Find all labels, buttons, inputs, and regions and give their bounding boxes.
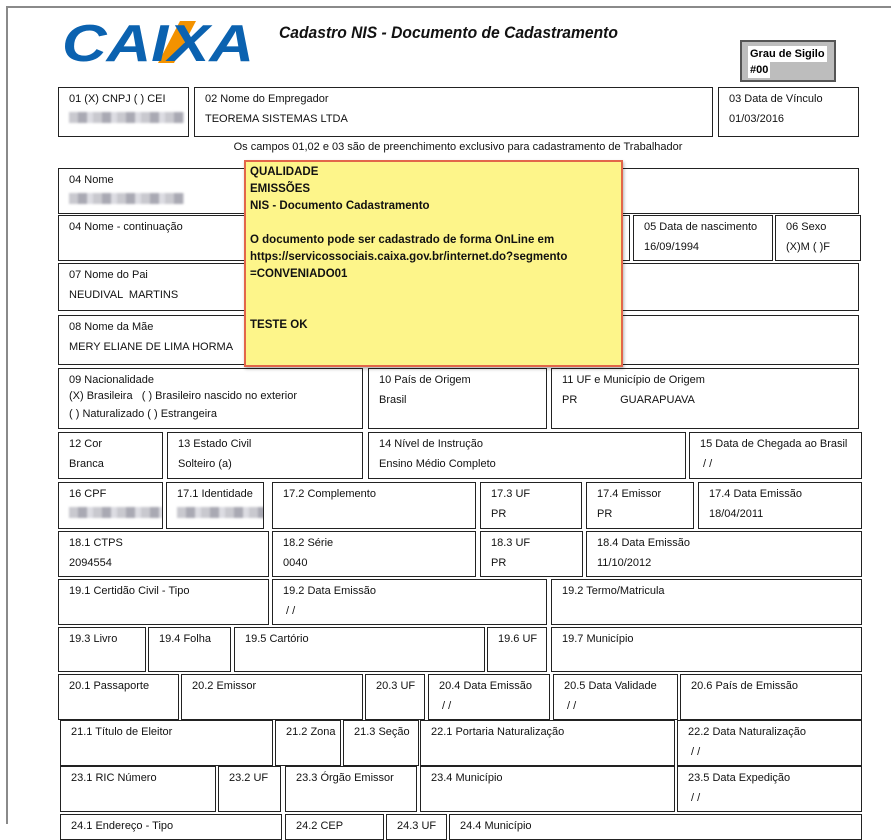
field-01-x-cnpj-cei[interactable] bbox=[58, 87, 189, 137]
field-19-3-livro[interactable] bbox=[58, 627, 146, 672]
field-label: 20.6 País de Emissão bbox=[691, 680, 799, 692]
field-label: 23.5 Data Expedição bbox=[688, 772, 791, 784]
field-label: 22.1 Portaria Naturalização bbox=[431, 726, 565, 738]
field-label: 03 Data de Vínculo bbox=[729, 93, 823, 105]
field-label: 07 Nome do Pai bbox=[69, 269, 148, 281]
field-value: PR bbox=[597, 508, 613, 520]
field-label: 16 CPF bbox=[69, 488, 107, 500]
field-value: MERY ELIANE DE LIMA HORMA bbox=[69, 341, 234, 353]
field-03-data-de-vinculo[interactable] bbox=[718, 87, 859, 137]
popup-line bbox=[250, 300, 621, 317]
field-label: 18.2 Série bbox=[283, 537, 334, 549]
field-18-3-uf[interactable] bbox=[480, 531, 583, 577]
field-21-3-secao[interactable] bbox=[343, 720, 419, 766]
field-label: 24.2 CEP bbox=[296, 820, 344, 832]
field-value bbox=[69, 112, 188, 127]
field-label: 18.1 CTPS bbox=[69, 537, 123, 549]
field-value bbox=[177, 507, 263, 522]
field-value: PR GUARAPUAVA bbox=[562, 394, 695, 406]
field-label: 23.1 RIC Número bbox=[71, 772, 157, 784]
field-23-5-data-expedicao[interactable] bbox=[677, 766, 862, 812]
document-title: Cadastro NIS - Documento de Cadastramento bbox=[279, 23, 618, 42]
sigilo-label: Grau de Sigilo bbox=[750, 48, 825, 60]
field-label: 20.2 Emissor bbox=[192, 680, 257, 692]
field-22-2-data-naturalizacao[interactable] bbox=[677, 720, 862, 766]
field-label: 17.4 Emissor bbox=[597, 488, 662, 500]
field-20-4-data-emissao[interactable] bbox=[428, 674, 550, 720]
field-label: 06 Sexo bbox=[786, 221, 827, 233]
field-23-3-orgao-emissor[interactable] bbox=[285, 766, 417, 812]
field-label: 11 UF e Município de Origem bbox=[562, 374, 705, 386]
field-label: 23.3 Órgão Emissor bbox=[296, 772, 394, 784]
field-20-3-uf[interactable] bbox=[365, 674, 425, 720]
redacted-value bbox=[177, 507, 264, 518]
field-19-7-municipio[interactable] bbox=[551, 627, 862, 672]
field-17-4-emissor[interactable] bbox=[586, 482, 694, 529]
field-label: 20.5 Data Validade bbox=[564, 680, 657, 692]
field-label: 19.3 Livro bbox=[69, 633, 118, 645]
field-19-2-termo-matricula[interactable] bbox=[551, 579, 862, 625]
popup-line: EMISSÕES bbox=[250, 183, 311, 195]
field-label: 19.1 Certidão Civil - Tipo bbox=[69, 585, 190, 597]
field-value: Ensino Médio Completo bbox=[379, 458, 496, 470]
field-21-1-titulo-de-eleitor[interactable] bbox=[60, 720, 273, 766]
field-label: 19.7 Município bbox=[562, 633, 634, 645]
field-20-1-passaporte[interactable] bbox=[58, 674, 179, 720]
field-06-sexo[interactable] bbox=[775, 215, 861, 261]
field-value: 11/10/2012 bbox=[597, 557, 652, 569]
field-label: 24.3 UF bbox=[397, 820, 437, 832]
field-15-data-de-chegada-ao-brasil[interactable] bbox=[689, 432, 862, 479]
grau-sigilo-box bbox=[740, 40, 836, 82]
redacted-value bbox=[69, 193, 184, 204]
tooltip-popup bbox=[244, 160, 623, 367]
field-20-5-data-validade[interactable] bbox=[553, 674, 678, 720]
field-19-6-uf[interactable] bbox=[487, 627, 547, 672]
sigilo-value: #00 bbox=[750, 64, 769, 76]
field-label: 20.4 Data Emissão bbox=[439, 680, 532, 692]
field-label: 24.1 Endereço - Tipo bbox=[71, 820, 174, 832]
field-label: 21.2 Zona bbox=[286, 726, 336, 738]
field-label: 21.3 Seção bbox=[354, 726, 410, 738]
field-19-2-data-emissao[interactable] bbox=[272, 579, 547, 625]
field-17-2-complemento[interactable] bbox=[272, 482, 476, 529]
field-22-1-portaria-naturalizacao[interactable] bbox=[420, 720, 675, 766]
field-value: TEOREMA SISTEMAS LTDA bbox=[205, 113, 348, 125]
field-label: 18.3 UF bbox=[491, 537, 531, 549]
popup-line: https://servicossociais.caixa.gov.br/internet.do?segmento bbox=[250, 251, 568, 263]
field-23-4-municipio[interactable] bbox=[420, 766, 675, 812]
field-19-5-cartorio[interactable] bbox=[234, 627, 485, 672]
popup-line: O documento pode ser cadastrado de forma OnLine em bbox=[250, 234, 555, 246]
field-09-nacionalidade[interactable] bbox=[58, 368, 363, 429]
popup-line: QUALIDADE bbox=[250, 166, 319, 178]
field-label: 01 (X) CNPJ ( ) CEI bbox=[69, 93, 166, 105]
field-label: 19.5 Cartório bbox=[245, 633, 309, 645]
field-label: 19.4 Folha bbox=[159, 633, 211, 645]
field-value bbox=[69, 507, 162, 522]
field-value: / / bbox=[700, 458, 713, 470]
field-label: 04 Nome bbox=[69, 174, 114, 186]
field-label: 04 Nome - continuação bbox=[69, 221, 183, 233]
field-17-1-identidade[interactable] bbox=[166, 482, 264, 529]
field-label: 23.2 UF bbox=[229, 772, 269, 784]
field-23-1-ric-numero[interactable] bbox=[60, 766, 216, 812]
field-18-2-serie[interactable] bbox=[272, 531, 476, 577]
field-value: / / bbox=[283, 605, 296, 617]
popup-line: =CONVENIADO01 bbox=[250, 268, 348, 280]
popup-line bbox=[250, 215, 621, 232]
field-value: / / bbox=[564, 700, 577, 712]
field-label: 19.6 UF bbox=[498, 633, 538, 645]
field-label: 17.1 Identidade bbox=[177, 488, 253, 500]
field-14-nivel-de-instrucao[interactable] bbox=[368, 432, 686, 479]
fields-note: Os campos 01,02 e 03 são de preenchimento exclusivo para cadastramento de Trabalhador bbox=[233, 141, 683, 153]
field-19-1-certidao-civil-tipo[interactable] bbox=[58, 579, 269, 625]
logo-text: CAIXA bbox=[62, 17, 255, 65]
field-20-2-emissor[interactable] bbox=[181, 674, 363, 720]
field-label: 20.1 Passaporte bbox=[69, 680, 150, 692]
field-value: PR bbox=[491, 508, 507, 520]
field-label: 15 Data de Chegada ao Brasil bbox=[700, 438, 848, 450]
field-label: 17.2 Complemento bbox=[283, 488, 376, 500]
field-label: 02 Nome do Empregador bbox=[205, 93, 329, 105]
redacted-value bbox=[69, 112, 184, 123]
caixa-logo bbox=[62, 17, 257, 65]
field-value: 16/09/1994 bbox=[644, 241, 700, 253]
field-02-nome-do-empregador[interactable] bbox=[194, 87, 713, 137]
field-label: 19.2 Data Emissão bbox=[283, 585, 376, 597]
field-label: 19.2 Termo/Matricula bbox=[562, 585, 665, 597]
field-13-estado-civil[interactable] bbox=[167, 432, 363, 479]
field-value-2: ( ) Naturalizado ( ) Estrangeira bbox=[69, 408, 217, 420]
field-23-2-uf[interactable] bbox=[218, 766, 281, 812]
field-value: Branca bbox=[69, 458, 104, 470]
field-label: 09 Nacionalidade bbox=[69, 374, 155, 386]
field-value: PR bbox=[491, 557, 507, 569]
field-19-4-folha[interactable] bbox=[148, 627, 231, 672]
field-label: 05 Data de nascimento bbox=[644, 221, 758, 233]
field-value: / / bbox=[688, 792, 701, 804]
field-05-data-de-nascimento[interactable] bbox=[633, 215, 773, 261]
field-label: 21.1 Título de Eleitor bbox=[71, 726, 173, 738]
field-12-cor[interactable] bbox=[58, 432, 163, 479]
field-18-1-ctps[interactable] bbox=[58, 531, 269, 577]
field-value: 18/04/2011 bbox=[709, 508, 764, 520]
field-value: 2094554 bbox=[69, 557, 112, 569]
field-label: 20.3 UF bbox=[376, 680, 416, 692]
field-20-6-pais-de-emissao[interactable] bbox=[680, 674, 862, 720]
field-value: Brasil bbox=[379, 394, 407, 406]
field-label: 14 Nível de Instrução bbox=[379, 438, 483, 450]
field-16-cpf[interactable] bbox=[58, 482, 163, 529]
field-17-3-uf[interactable] bbox=[480, 482, 582, 529]
field-10-pais-de-origem[interactable] bbox=[368, 368, 547, 429]
field-label: 13 Estado Civil bbox=[178, 438, 252, 450]
field-value: (X) Brasileira ( ) Brasileiro nascido no exterior bbox=[69, 390, 298, 402]
field-value: (X)M ( )F bbox=[786, 241, 830, 253]
field-value: 0040 bbox=[283, 557, 308, 569]
field-label: 24.4 Município bbox=[460, 820, 532, 832]
field-17-4-data-emissao[interactable] bbox=[698, 482, 862, 529]
field-value: 01/03/2016 bbox=[729, 113, 785, 125]
field-value: / / bbox=[439, 700, 452, 712]
field-21-2-zona[interactable] bbox=[275, 720, 341, 766]
field-18-4-data-emissao[interactable] bbox=[586, 531, 862, 577]
field-label: 23.4 Município bbox=[431, 772, 503, 784]
field-label: 18.4 Data Emissão bbox=[597, 537, 690, 549]
field-label: 17.4 Data Emissão bbox=[709, 488, 802, 500]
field-label: 08 Nome da Mãe bbox=[69, 321, 154, 333]
field-label: 12 Cor bbox=[69, 438, 103, 450]
popup-line: TESTE OK bbox=[250, 319, 308, 331]
field-label: 10 País de Origem bbox=[379, 374, 471, 386]
field-11-uf-e-municipio-de-origem[interactable] bbox=[551, 368, 859, 429]
popup-line bbox=[250, 283, 621, 300]
field-value: / / bbox=[688, 746, 701, 758]
field-value: NEUDIVAL MARTINS bbox=[69, 289, 179, 301]
popup-line: NIS - Documento Cadastramento bbox=[250, 200, 430, 212]
field-value: Solteiro (a) bbox=[178, 458, 232, 470]
field-label: 22.2 Data Naturalização bbox=[688, 726, 807, 738]
field-label: 17.3 UF bbox=[491, 488, 531, 500]
redacted-value bbox=[69, 507, 163, 518]
